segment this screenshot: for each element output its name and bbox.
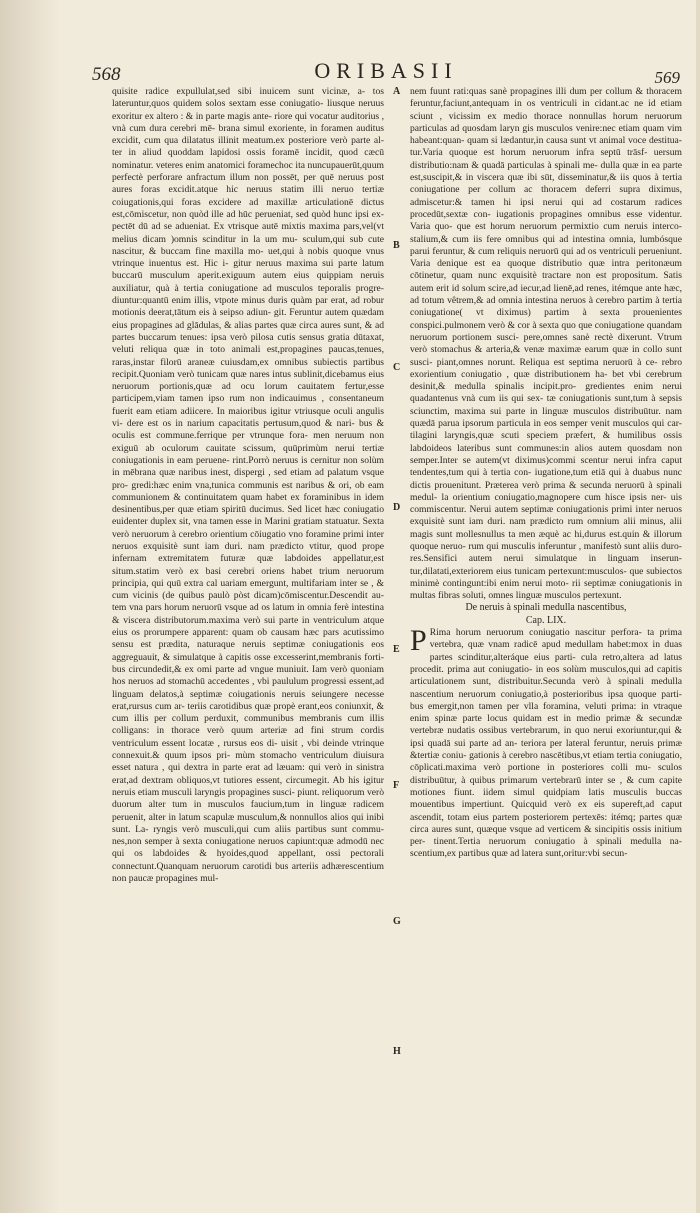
- page-gutter-shadow: [0, 0, 60, 1213]
- running-title: ORIBASII: [314, 58, 458, 83]
- margin-letter-f: F: [393, 780, 400, 791]
- running-header: [92, 56, 680, 90]
- margin-letter-e: E: [393, 644, 400, 655]
- section-heading: De neruis à spinali medulla nascentibus,: [465, 602, 627, 614]
- margin-letter-g: G: [393, 916, 401, 927]
- margin-letter-h: H: [393, 1046, 401, 1057]
- chapter-label: Cap. LIX.: [525, 614, 567, 626]
- margin-letter-a: A: [393, 86, 401, 97]
- margin-letter-c: C: [393, 362, 401, 373]
- page-number-right: 569: [654, 68, 680, 87]
- section-body-text: Rima horum neruorum coniugatio nascitur perfora- ta prima vertebra, quæ vnam radicē apud medullam habet:mox in duas partes scinditur,alteráque eius parti- cula retro,altera ad latus procedit. prima aut coniugatio- in eos solùm musculos,qui ad capitis articulationem sunt, distribuitur.Secunda verò à spinali medulla nascentium neruorum coniugatio,à posterioribus ipsa quoque parti- bus emergit,non tamen per vlla foramina, veluti prima: in vtraque enim spinæ parte locus quidam est in medio primæ & secundæ vertebræ nudatis ossibus vertebrarum, in quo nerui exoriuntur,qui & ipsi quadā sui parte ad an- teriora per lateral feruntur, neruis primæ &tertiæ coniu- gationis à cerebro nascētibus,vt etiam tertia coniugatio, cōplicati.maxima verò portione in posteriores colli mu- sculos distribuūtur, à quibus primarum vertebrarū inter se , & cum capite motiones fiunt. iidem simul quidpiam latis musculis buccas mouentibus impertiunt. Quicquid verò ex eis supereft,ad caput ascendit, totam eius partem posteriorem pertexēs: itémq; partes quæ circa aures sunt, quæque vsque ad verticem & sincipitis ossis initium per- tinent.Tertia neruorum coniugatio à spinali medulla na- scentium,ex partibus quæ ad latera sunt,oritur:vbi secun-: [410, 627, 682, 860]
- margin-letter-d: D: [393, 502, 401, 513]
- right-column-text: nem fuunt rati:quas sanè propagines illi dum per collum & thoracem feruntur,faciunt,antequam in os ventriculi in cidant.ac ne id etiam sciunt , vicissim ex medio thorace nonnullas horum neruorum particulas ad quosdam laryn gis musculos venire:nec etiam quam vim habeant:quan- quam si lædantur,in causa sunt vt animal voce destitua- tur.Varia quoque est horum neruorum infra septū trāsf- uersum distributio:nam & quadā particulas à spinali me- dulla quæ in ea parte est,suscipit,& in viscera quæ ibi sūt, disseminatur,& iis quos à tertia coniugatione per collum ac thoracem deferri supra diximus, admiscetur:& tamen hi ipsi nerui qui ad costarum radices procedūt,sextæ con- iugationis propagines omnibus esse videntur. Varia quo- que est horum neruorum permixtio cum neruis interco- stalium,& cum iis fere omnibus qui ad intestina omnia, lumbósque parui feruntur, & cum reliquis neruorū qui ad os ventriculi perueniunt. Varia denique est ea quoque distributio quæ intra peritonæum cōtinetur, quam nunc exquisitè tractare non est propositum. Satis autem erit id solum scire,ad iecur,ad lienē,ad renes, itémque ante hæc, ad totum vêtrem,& ad omnia intestina neruos à cerebro partim à tertia coniugatione( vt diximus) partim à sexta prouenientes conspici.pulmonem verò & cor à sexta quo que coniugatione quandam neruorum portionem susci- pere,omnes sanè rectè dixerunt. Vtrum verò stomachus & arteria,& venæ maximæ earum quæ in collo sunt susci- piant,omnes norunt. Reliqua est septima neruorū à ce- rebro exorientium coniugatio , quæ distributionem ha- bet vbi cerebrum desinit,& medulla spinalis incipit.pro- gredientes enim nerui quadantenus vnà cum iis qui sex- tæ coniugationis sunt,tum à sepsis sciunctim, maxima sui parte in linguæ musculos distribuūtur. nam quædā parua ipsorum particula in eos semper venit musculos qui car- tilagini laryngis,quæ scuti speciem præfert, & humilibus ossis labdoideos lateribus sunt communes:in alios autem quosdam non semper.Inter se autem(vt diximus)commi scentur nerui infra caput tendentes,tum qui à tertia con- iugatione,tum etiā qui à duabus nunc dictis prouenitunt. Præterea verò prima & secunda neruorū à spinali medul- la orientium coniugatio,magnopere cum hisce ipsis ner- uis commiscentur. Nerui autem septimæ coniugationis primi inter neruos exquisitè sunt iam duri. nam prædicto rum omnium alii minus, alii magis sunt mollesnullus ta men æquè ac hi,durus est.quin & illorum quoque neruo- rum qui musculis inferuntur , manifestò sunt aliis duro- res.Sensifici autem nerui simulatque in linguam inserun- tur,dilatati,exteriorem eius tunicam pertexunt:musculos- que subiectos minimè contingunt:ibi enim nerui moto- rii septimæ coniugationis in multas fibras soluti, omnes linguæ musculos pertexunt.: [410, 86, 682, 602]
- page-number-left: 568: [92, 64, 121, 85]
- page-edge: [696, 0, 700, 1213]
- left-column-text: quisite radice expullulat,sed sibi inuicem sunt vicinæ, a- tos lateruntur,quos quidem solos sextam esse coniugatio- liusque neruus exoritur ex altero : & in parte magis ante- riore qui vocatur auditorius , vnà cum dura cerebri mē- brana simul exoriente, in foramen auditus excidit, cum qua dilatatus illinit meatum.ex posteriore verò parte al- ter in aliud quoddam lapidosi ossis foramē incidit, quod cæcū nominatur. veteres enim anatomici foramechoc ita nuncupauerūt,quum perfectè perforare anfractum illum non possēt, per quē neruus post aures foras excidit.atque hic neruus statim illi neruo tertiæ coiugationis,qui foras excidere ad maxillæ articulationē dictus est,cōmiscetur, non quòd ille ad hūc perueniat, sed quòd hunc ipsi ex- pectēt dū ad se adueniat. Ex vtrisque autē mixtis maxima pars,vel(vt melius dicam )omnis scinditur in la um mu- sculum,qui sub cute nascitur, & buccam fine maxilla mo- uet,qui à nobis quoque vnus vtrinque inuentus est. Hic i- gitur neruus maxima sui parte latum buccarū musculum aperit.exiguum autem eius quippiam neruis auxiliatur, quà à tertia coniugatione ad musculos teporalis progre- diuntur:quantū enim illis, vtpote minus duris quàm par erat, ad robur motionis deerat,tātum eis à seipso adiun- git. Feruntur autem quædam eius propagines ad glādulas, & alias partes quæ circa aures sunt, & ad partes buccarum tenues: ipsa verò pilosa cutis sensus gratia dūtaxat, veluti reliqua quæ in toto animali est,propagines paucas,tenues, raras,instar filorū araneæ cuiusdam,ex omnibus subiectis partibus recipit.Quoniam verò tunicam quæ nares intus sublinit,dicebamus eius neruorum portionis,quæ ad ocu lorum cauitatem fertur,esse participem,viam tamen ipso rum non indicauimus , consentaneum fuerit eam etiam adiicere. In maioribus igitur vtriusque oculi angulis vi- dere est os in narium capacitatis pertusum,quod & nari- bus & oculis est commune.ferrique per vtrunque fora- men neruum non exiguū ab oculorum cauitate scissum, quūprimùm nerui tertiæ coniugationis in eam peruene- rint.Porrò neruus is cernitur non solùm in mēbrana quæ naribus inest, dispergi , sed etiam ad palatum vsque pro- gredi:hæc enim vna,tunica communis est naribus & ori, ob eam communionem & continuitatem quam habet ex foraminibus in idem desinentibus,per quæ etiam spiritū ducimus. Sed licet hæc coniugatio euidenter duplex sit, vna tamen esse in Marini gratiam statuatur. Sexta verò neruorum à cerebro orientium cōiugatio vno foramine primi inter neruos exquisitè sunt iam duri. nam prædicto vtitur, quod prope infernam extremitatem futuræ quæ labdoides appellatur,est situm.statim verò ex basi cerebri oriens habet trium neruorum principia, qui quū extra cal uariam emergunt, multifariam inter se , & cum vicinis (de quibus paulò pòst dicam)cōmiscentur.Descendit au- tem vna pars horum neruorū vsque ad os latum in omnia ferè intestina & viscera distributorum.maxima verò sui parte in ventriculum atque eius os prorumpere apparent: quam ob causam hæc pars acutissimo sensu est prædita, naturaque neruis septimæ coniugationis eos aggreguauit, & simulatque à capitis osse excesserint,membranis forti- bus circundedit,& ex omi parte ad vngue muniuit. Iam verò quoniam hos neruos ad stomachū accedentes , vbi paululum progressi essent,ad linguam delatos,à septimæ coiugationis neruis seiungere necesse erat,rursus cum ar- teriis carotidibus quæ propè erant,eos coniunxit, & cum illis per collum perduxit, communibus membranis cum illis colligans: in thorace verò quum arteriæ ad fini strum cordis ventriculum essent locatæ , rursus eos di- uisit , vbi deinde vtrinque connexuit.& quum ipsos pri- mùm stomacho ventriculum diuisura esset natura , qui dextra in parte erat ad læuam: qui verò in sinistra erat,ad dextram obliquos,vt tutiores essent, circumegit. Ab his igitur neruis etiam musculi laryngis propagines susci- piunt. reliquorum verò duorum alter tum in musculos faucium,tum in linguæ radicem peruenit, alter in latum scapulæ musculum,& nonnullos alios qui inibi sunt. La- ryngis verò musculi,qui cum aliis partibus sunt commu- nes,non semper à sexta coniugatione neruos capiunt:quæ admodū nec qui os labdoides & hyoides,quod appellant, ossi pectorali connectunt.Quanquam neruorum carotidi bus arteriis adhærescentium non paucæ propagines mul-: [112, 86, 384, 884]
- section-body: [410, 624, 682, 861]
- left-text-column: [112, 86, 384, 885]
- margin-letter-b: B: [393, 240, 400, 251]
- right-text-column: [410, 86, 682, 861]
- drop-cap: P: [410, 624, 427, 658]
